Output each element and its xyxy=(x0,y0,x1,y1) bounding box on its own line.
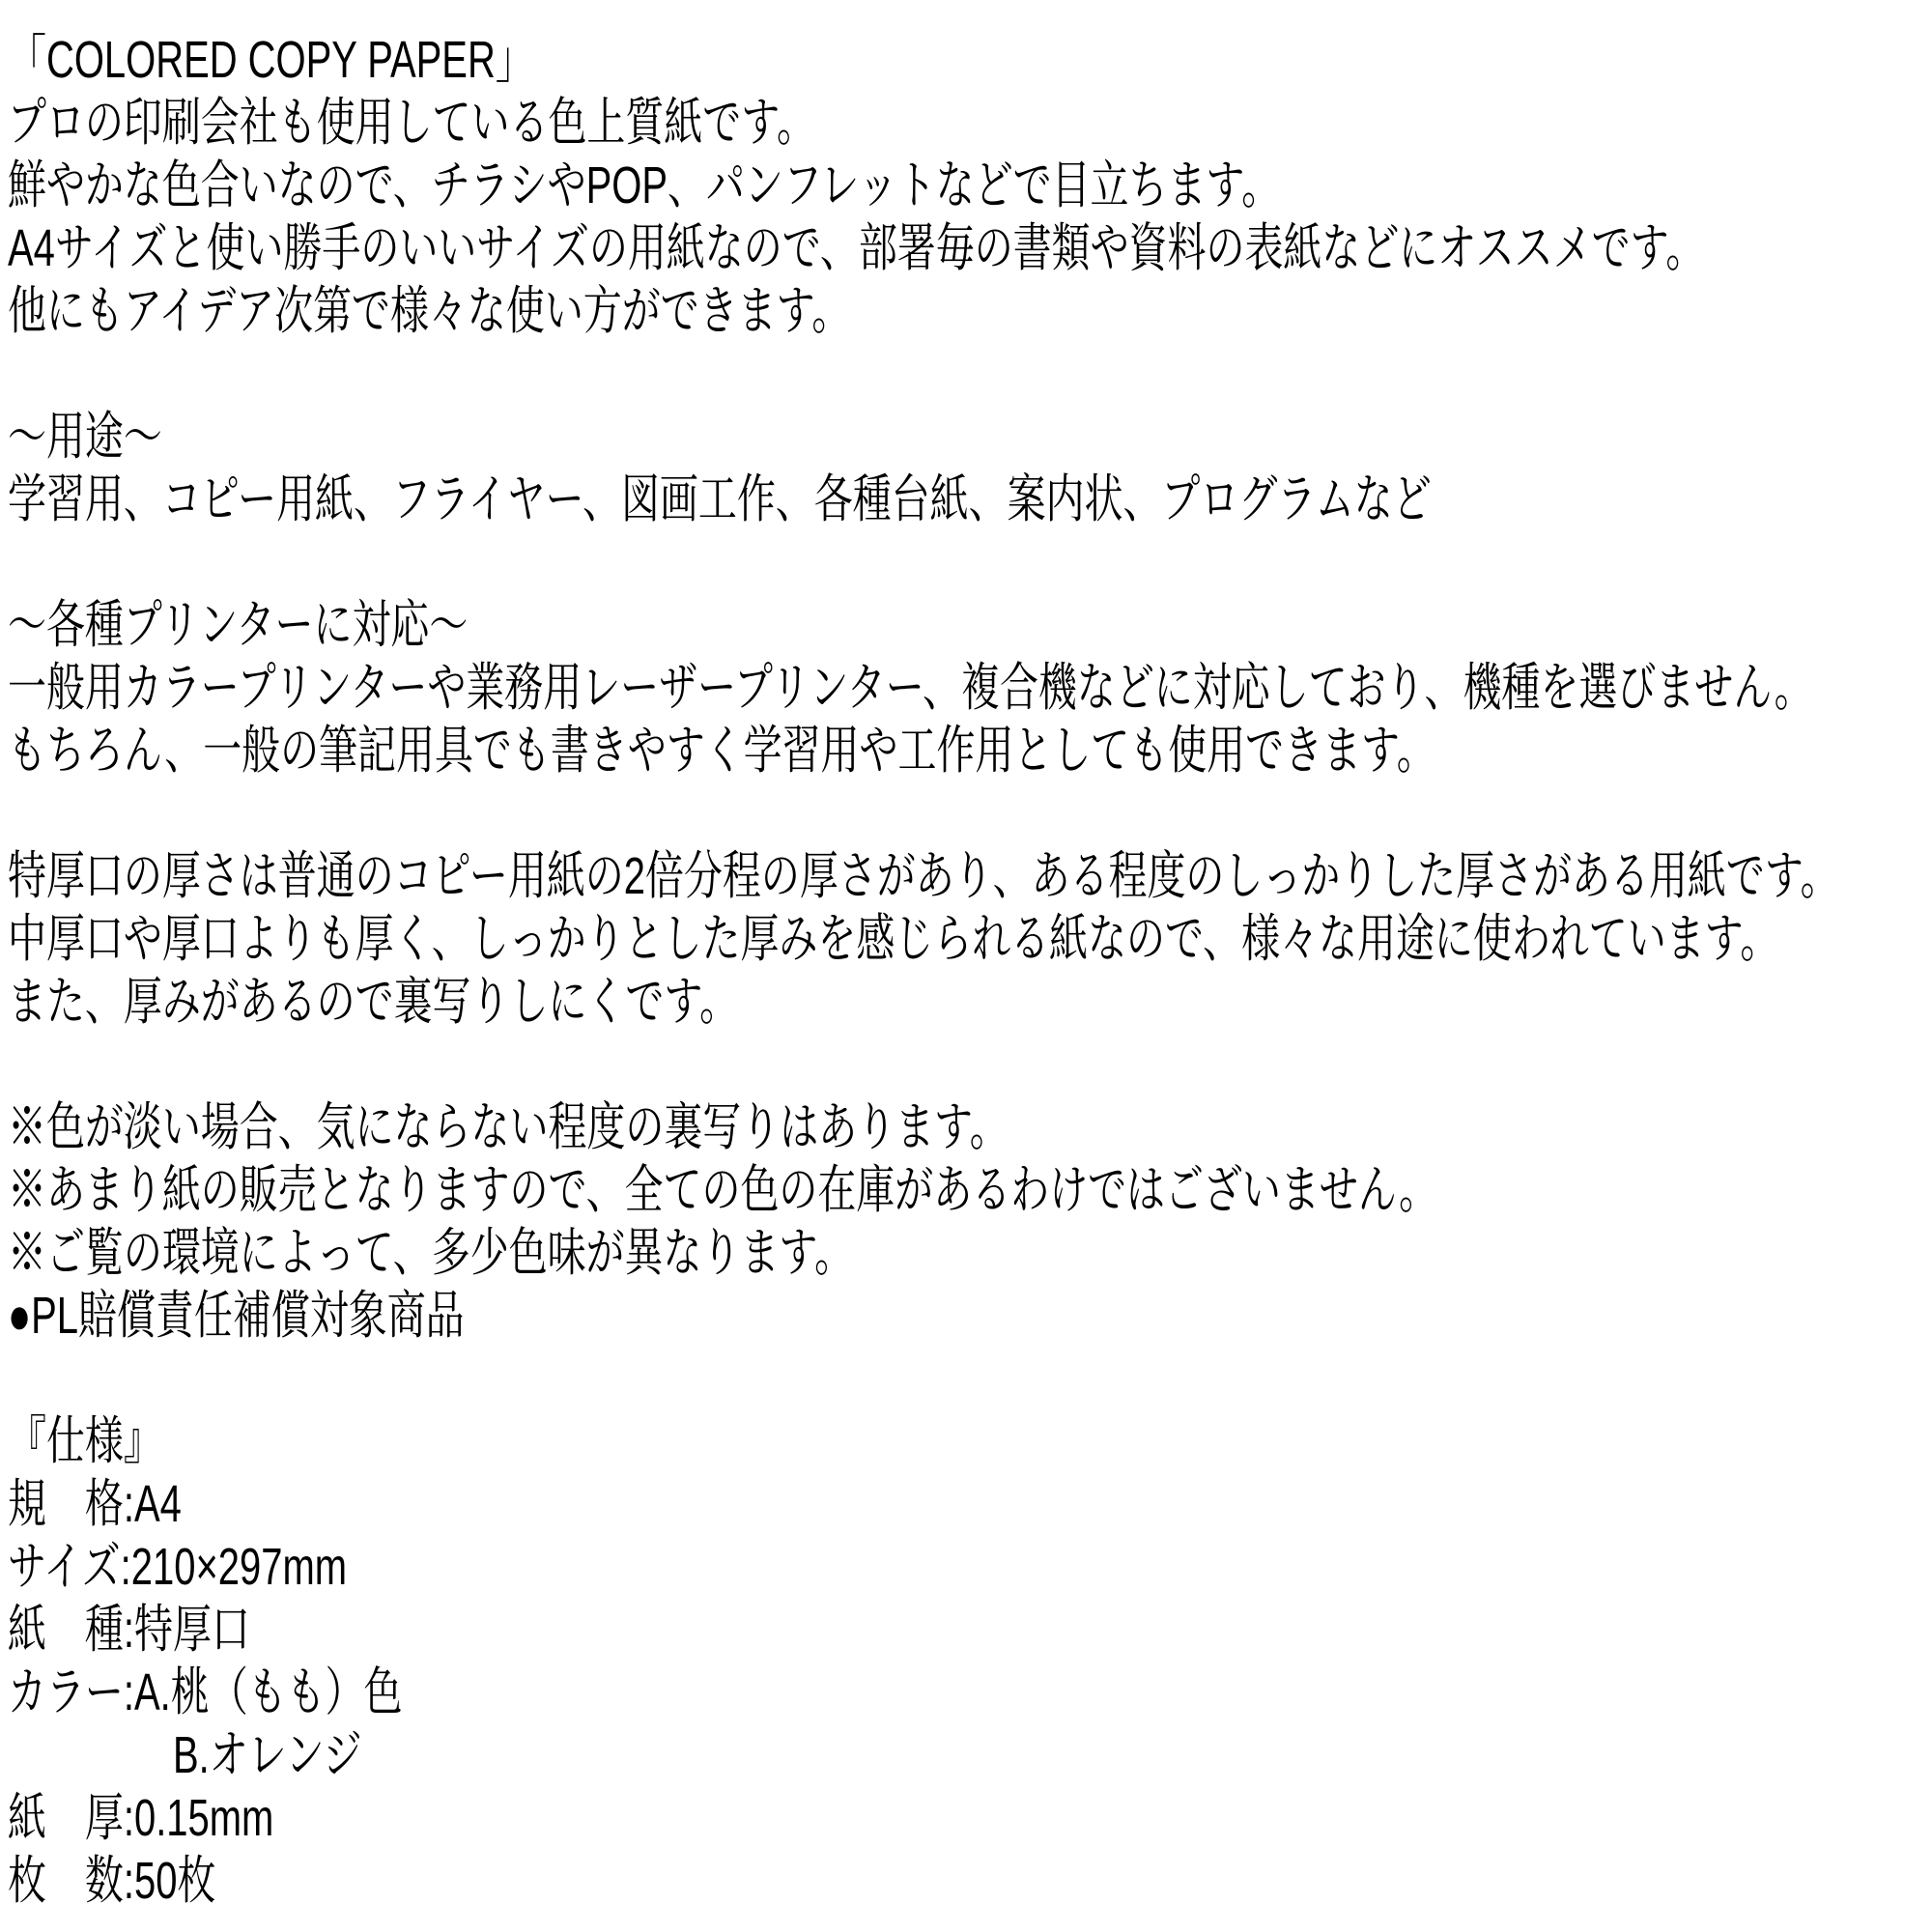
note-line-3: ※ご覧の環境によって、多少色味が異なります。 xyxy=(8,1224,854,1282)
section-heading-uses: ～用途～ xyxy=(8,408,162,466)
note-line-1: ※色が淡い場合、気にならない程度の裏写りはあります。 xyxy=(8,1098,1009,1156)
blank-line xyxy=(8,343,1432,406)
blank-line xyxy=(8,531,1432,594)
uses-list: 学習用、コピー用紙、フライヤー、図画工作、各種台紙、案内状、プログラムなど xyxy=(8,470,1432,528)
printer-support-line-1: 一般用カラープリンターや業務用レーザープリンター、複合機などに対応しており、機種を選びません。 xyxy=(8,659,1813,717)
intro-line-1: プロの印刷会社も使用している色上質紙です。 xyxy=(8,94,815,152)
section-heading-printers: ～各種プリンターに対応～ xyxy=(8,596,469,654)
spec-thickness: 紙 厚:0.15mm xyxy=(8,1789,274,1847)
printer-support-line-2: もちろん、一般の筆記用具でも書きやすく学習用や工作用としても使用できます。 xyxy=(8,722,1435,780)
spec-color-b: B.オレンジ xyxy=(8,1726,362,1784)
intro-line-2: 鮮やかな色合いなので、チラシやPOP、パンフレットなどで目立ちます。 xyxy=(8,156,1281,214)
blank-line xyxy=(8,782,1432,845)
intro-line-4: 他にもアイデア次第で様々な使い方ができます。 xyxy=(8,282,851,340)
thickness-line-3: また、厚みがあるので裏写りしにくです。 xyxy=(8,973,739,1031)
spec-color-a: カラー:A.桃（もも）色 xyxy=(8,1663,403,1721)
blank-line xyxy=(8,1034,1432,1096)
product-title: 「COLORED COPY PAPER」 xyxy=(8,31,534,89)
intro-line-3: A4サイズと使い勝手のいいサイズの用紙なので、部署毎の書類や資料の表紙などにオススメです。 xyxy=(8,219,1705,277)
spec-size: サイズ:210×297mm xyxy=(8,1538,348,1596)
spec-standard: 規 格:A4 xyxy=(8,1475,182,1533)
thickness-line-2: 中厚口や厚口よりも厚く、しっかりとした厚みを感じられる紙なので、様々な用途に使われています。 xyxy=(8,910,1779,968)
spec-sheet-count: 枚 数:50枚 xyxy=(8,1852,216,1910)
note-line-2: ※あまり紙の販売となりますので、全ての色の在庫があるわけではございません。 xyxy=(8,1161,1438,1219)
spec-heading: 『仕様』 xyxy=(8,1412,162,1470)
blank-line xyxy=(8,1348,1432,1410)
pl-liability-note: ●PL賠償責任補償対象商品 xyxy=(8,1287,465,1345)
thickness-line-1: 特厚口の厚さは普通のコピー用紙の2倍分程の厚さがあり、ある程度のしっかりした厚さがある用紙です。 xyxy=(8,847,1839,905)
spec-paper-type: 紙 種:特厚口 xyxy=(8,1601,250,1659)
